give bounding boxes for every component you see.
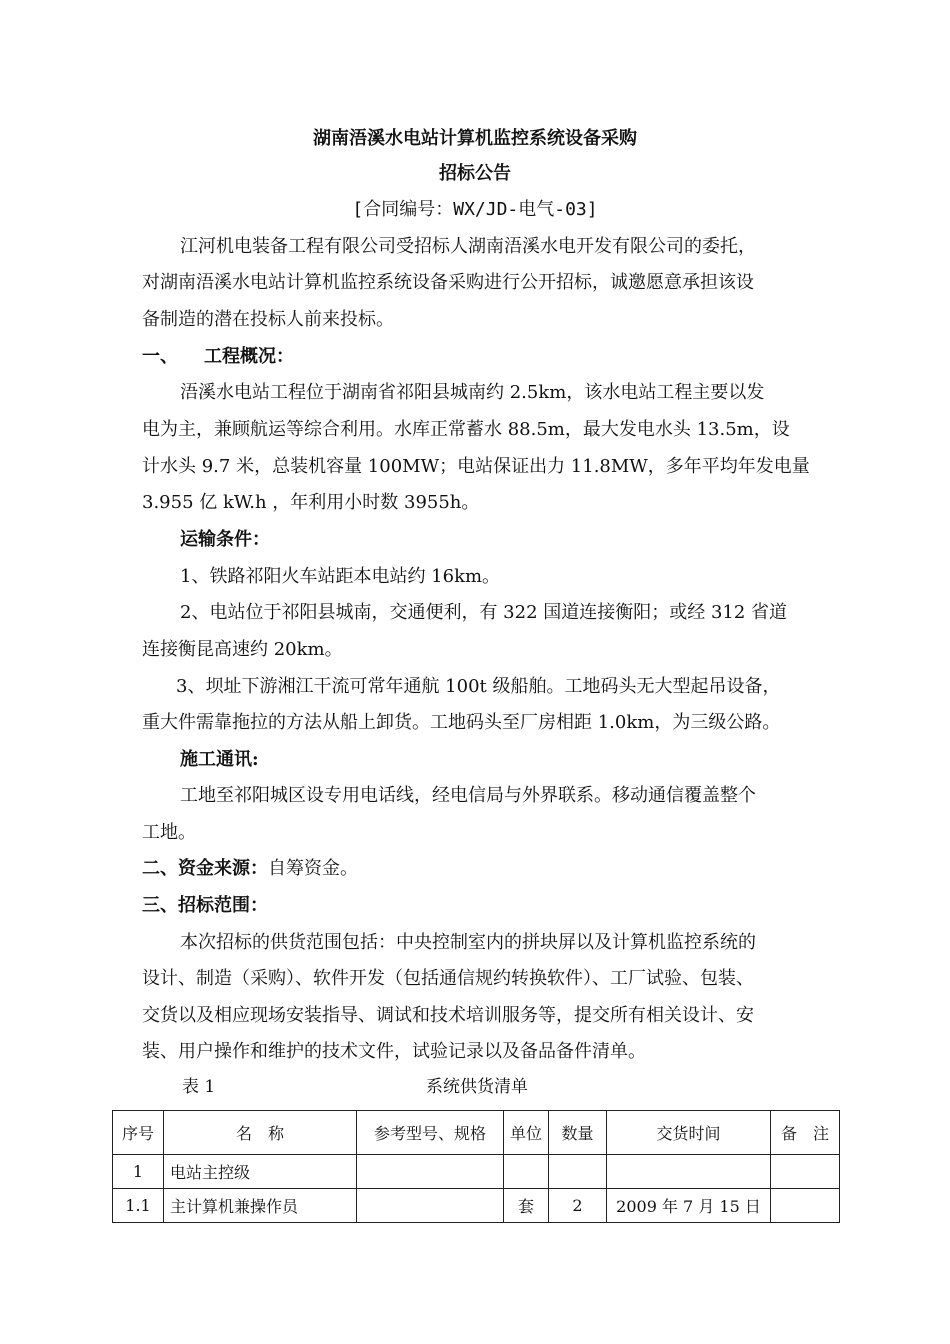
transport-line: 2、电站位于祁阳县城南，交通便利，有 322 国道连接衡阳；或经 312 省道 bbox=[180, 602, 788, 623]
table-cell: 1 bbox=[113, 1155, 164, 1189]
table-cell bbox=[549, 1155, 607, 1189]
section-1-title: 工程概况： bbox=[204, 346, 294, 367]
supply-table bbox=[112, 1110, 840, 1223]
overview-line: 3.955 亿 kW.h ，年利用小时数 3955h。 bbox=[142, 492, 480, 513]
section-2 bbox=[142, 858, 842, 880]
intro-line: 备制造的潜在投标人前来投标。 bbox=[142, 309, 394, 330]
section-1-heading bbox=[142, 346, 842, 368]
document-subtitle: 招标公告 bbox=[439, 163, 511, 184]
table-cell: 电站主控级 bbox=[164, 1155, 357, 1189]
header-cell: 单位 bbox=[504, 1111, 549, 1155]
table-cell: 2 bbox=[549, 1189, 607, 1223]
comms-line: 工地至祁阳城区设专用电话线，经电信局与外界联系。移动通信覆盖整个 bbox=[180, 785, 756, 806]
section-2-text: 自筹资金。 bbox=[268, 858, 358, 879]
table-cell bbox=[357, 1155, 504, 1189]
header-cell: 名 称 bbox=[164, 1111, 357, 1155]
section-3-heading: 三、招标范围： bbox=[142, 895, 268, 916]
contract-number: [合同编号：WX/JD-电气-03] bbox=[352, 199, 598, 220]
table-cell: 主计算机兼操作员 bbox=[164, 1189, 357, 1223]
table-caption-title: 系统供货清单 bbox=[426, 1077, 528, 1097]
table-cell: 1.1 bbox=[113, 1189, 164, 1223]
table-cell bbox=[771, 1189, 840, 1223]
table-cell bbox=[607, 1155, 771, 1189]
header-cell: 备 注 bbox=[771, 1111, 840, 1155]
intro-line: 江河机电装备工程有限公司受招标人湖南浯溪水电开发有限公司的委托， bbox=[180, 236, 756, 257]
header-cell: 数量 bbox=[549, 1111, 607, 1155]
transport-line: 1、铁路祁阳火车站距本电站约 16km。 bbox=[180, 566, 501, 587]
table-cell bbox=[357, 1189, 504, 1223]
header-cell: 序号 bbox=[113, 1111, 164, 1155]
table-row bbox=[113, 1155, 840, 1189]
overview-line: 计水头 9.7 米，总装机容量 100MW；电站保证出力 11.8MW，多年平均年发电量 bbox=[142, 456, 810, 477]
comms-line: 工地。 bbox=[142, 822, 196, 843]
table-cell: 2009 年 7 月 15 日 bbox=[607, 1189, 771, 1223]
table-cell: 套 bbox=[504, 1189, 549, 1223]
scope-line: 交货以及相应现场安装指导、调试和技术培训服务等，提交所有相关设计、安 bbox=[142, 1005, 754, 1026]
table-cell bbox=[771, 1155, 840, 1189]
scope-line: 设计、制造（采购）、软件开发（包括通信规约转换软件）、工厂试验、包装、 bbox=[142, 968, 754, 989]
table-row bbox=[113, 1189, 840, 1223]
table-header-row bbox=[113, 1111, 840, 1155]
intro-line: 对湖南浯溪水电站计算机监控系统设备采购进行公开招标，诚邀愿意承担该设 bbox=[142, 272, 754, 293]
section-2-heading: 二、资金来源： bbox=[142, 858, 268, 879]
transport-line: 重大件需靠拖拉的方法从船上卸货。工地码头至厂房相距 1.0km，为三级公路。 bbox=[142, 712, 781, 733]
header-cell: 参考型号、规格 bbox=[357, 1111, 504, 1155]
header-cell: 交货时间 bbox=[607, 1111, 771, 1155]
table-caption-label: 表 1 bbox=[182, 1077, 216, 1097]
section-1-number: 一、 bbox=[142, 346, 178, 367]
scope-line: 装、用户操作和维护的技术文件，试验记录以及备品备件清单。 bbox=[142, 1041, 646, 1062]
transport-line: 连接衡昆高速约 20km。 bbox=[142, 639, 343, 660]
table-cell bbox=[504, 1155, 549, 1189]
comms-heading: 施工通讯: bbox=[180, 749, 259, 770]
document-title: 湖南浯溪水电站计算机监控系统设备采购 bbox=[313, 128, 637, 149]
transport-line: 3、坝址下游湘江干流可常年通航 100t 级船舶。工地码头无大型起吊设备， bbox=[176, 676, 781, 697]
overview-line: 电为主，兼顾航运等综合利用。水库正常蓄水 88.5m，最大发电水头 13.5m，设 bbox=[142, 419, 790, 440]
transport-heading: 运输条件： bbox=[180, 529, 270, 550]
scope-line: 本次招标的供货范围包括：中央控制室内的拼块屏以及计算机监控系统的 bbox=[180, 932, 756, 953]
overview-line: 浯溪水电站工程位于湖南省祁阳县城南约 2.5km，该水电站工程主要以发 bbox=[180, 382, 765, 403]
